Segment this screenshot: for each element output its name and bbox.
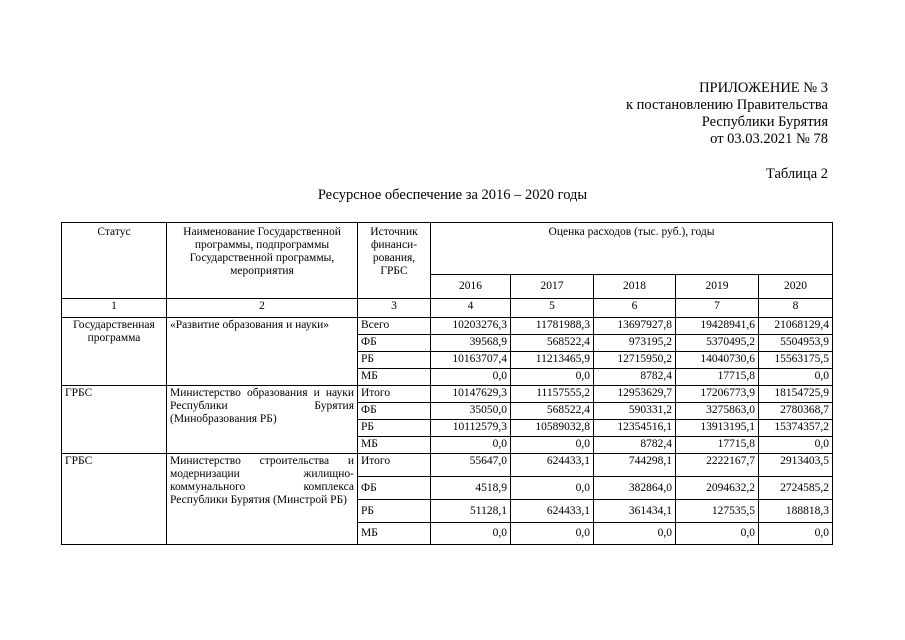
value-cell: 8782,4 <box>594 437 676 454</box>
value-cell: 0,0 <box>511 523 594 545</box>
value-cell: 14040730,6 <box>676 352 759 369</box>
year-header: 2019 <box>676 275 759 299</box>
value-cell: 188818,3 <box>759 500 833 523</box>
header-row <box>62 223 833 275</box>
table-label: Таблица 2 <box>765 166 828 182</box>
document-title: Ресурсное обеспечение за 2016 – 2020 годы <box>317 187 588 203</box>
value-cell: 127535,5 <box>676 500 759 523</box>
status-cell: Государственная программа <box>62 318 167 386</box>
value-cell: 11781988,3 <box>511 318 594 335</box>
value-cell: 590331,2 <box>594 403 676 420</box>
value-cell: 568522,4 <box>511 403 594 420</box>
column-number: 3 <box>358 299 431 318</box>
value-cell: 8782,4 <box>594 369 676 386</box>
value-cell: 0,0 <box>759 523 833 545</box>
value-cell: 55647,0 <box>431 454 511 477</box>
program-name-cell: Министерство строительства и модернизации жилищно-коммунального комплекса Республики Бурятия (Минстрой РБ) <box>167 454 358 545</box>
value-cell: 0,0 <box>511 369 594 386</box>
source-cell: ФБ <box>358 477 431 500</box>
value-cell: 2222167,7 <box>676 454 759 477</box>
status-cell: ГРБС <box>62 454 167 545</box>
value-cell: 624433,1 <box>511 454 594 477</box>
source-cell: МБ <box>358 437 431 454</box>
table-row <box>62 318 833 335</box>
column-number: 4 <box>431 299 511 318</box>
source-cell: ФБ <box>358 403 431 420</box>
value-cell: 2724585,2 <box>759 477 833 500</box>
value-cell: 12715950,2 <box>594 352 676 369</box>
col-name-header: Наименование Государственной программы, подпрограммы Государственной программы, мероприятия <box>167 223 358 299</box>
table-row <box>62 454 833 477</box>
value-cell: 35050,0 <box>431 403 511 420</box>
column-number: 6 <box>594 299 676 318</box>
value-cell: 5504953,9 <box>759 335 833 352</box>
value-cell: 15563175,5 <box>759 352 833 369</box>
value-cell: 0,0 <box>594 523 676 545</box>
value-cell: 39568,9 <box>431 335 511 352</box>
value-cell: 13697927,8 <box>594 318 676 335</box>
value-cell: 13913195,1 <box>676 420 759 437</box>
col-status-header: Статус <box>62 223 167 299</box>
value-cell: 744298,1 <box>594 454 676 477</box>
value-cell: 17206773,9 <box>676 386 759 403</box>
value-cell: 51128,1 <box>431 500 511 523</box>
value-cell: 0,0 <box>431 437 511 454</box>
value-cell: 4518,9 <box>431 477 511 500</box>
column-number: 5 <box>511 299 594 318</box>
value-cell: 2094632,2 <box>676 477 759 500</box>
source-cell: МБ <box>358 523 431 545</box>
resource-table <box>61 222 833 545</box>
value-cell: 0,0 <box>511 477 594 500</box>
value-cell: 19428941,6 <box>676 318 759 335</box>
value-cell: 0,0 <box>759 369 833 386</box>
value-cell: 17715,8 <box>676 369 759 386</box>
value-cell: 0,0 <box>431 523 511 545</box>
value-cell: 3275863,0 <box>676 403 759 420</box>
value-cell: 0,0 <box>676 523 759 545</box>
source-cell: Итого <box>358 454 431 477</box>
appendix-number: ПРИЛОЖЕНИЕ № 3 <box>699 80 828 96</box>
column-number: 1 <box>62 299 167 318</box>
value-cell: 0,0 <box>431 369 511 386</box>
source-cell: Всего <box>358 318 431 335</box>
col-estimate-header: Оценка расходов (тыс. руб.), годы <box>431 223 833 275</box>
value-cell: 382864,0 <box>594 477 676 500</box>
status-cell: ГРБС <box>62 386 167 454</box>
value-cell: 2780368,7 <box>759 403 833 420</box>
source-cell: РБ <box>358 500 431 523</box>
program-name-cell: «Развитие образования и науки» <box>167 318 358 386</box>
appendix-republic: Республики Бурятия <box>701 114 828 130</box>
value-cell: 568522,4 <box>511 335 594 352</box>
value-cell: 973195,2 <box>594 335 676 352</box>
value-cell: 0,0 <box>511 437 594 454</box>
value-cell: 10112579,3 <box>431 420 511 437</box>
value-cell: 10203276,3 <box>431 318 511 335</box>
value-cell: 17715,8 <box>676 437 759 454</box>
value-cell: 5370495,2 <box>676 335 759 352</box>
value-cell: 15374357,2 <box>759 420 833 437</box>
table-row <box>62 386 833 403</box>
value-cell: 18154725,9 <box>759 386 833 403</box>
column-number: 8 <box>759 299 833 318</box>
value-cell: 10163707,4 <box>431 352 511 369</box>
value-cell: 624433,1 <box>511 500 594 523</box>
value-cell: 11157555,2 <box>511 386 594 403</box>
appendix-date: от 03.03.2021 № 78 <box>710 131 828 147</box>
value-cell: 0,0 <box>759 437 833 454</box>
program-name-cell: Министерство образования и науки Республики Бурятия (Минобразования РБ) <box>167 386 358 454</box>
source-cell: РБ <box>358 352 431 369</box>
column-number-row <box>62 299 833 318</box>
year-header: 2016 <box>431 275 511 299</box>
source-cell: МБ <box>358 369 431 386</box>
value-cell: 361434,1 <box>594 500 676 523</box>
appendix-ref: к постановлению Правительства <box>626 97 828 113</box>
year-header: 2020 <box>759 275 833 299</box>
value-cell: 10589032,8 <box>511 420 594 437</box>
value-cell: 10147629,3 <box>431 386 511 403</box>
source-cell: РБ <box>358 420 431 437</box>
column-number: 7 <box>676 299 759 318</box>
year-header: 2017 <box>511 275 594 299</box>
value-cell: 21068129,4 <box>759 318 833 335</box>
source-cell: Итого <box>358 386 431 403</box>
value-cell: 12953629,7 <box>594 386 676 403</box>
appendix-header <box>626 80 828 148</box>
source-cell: ФБ <box>358 335 431 352</box>
value-cell: 11213465,9 <box>511 352 594 369</box>
col-source-header: Источник финанси-рования, ГРБС <box>358 223 431 299</box>
year-header: 2018 <box>594 275 676 299</box>
column-number: 2 <box>167 299 358 318</box>
value-cell: 12354516,1 <box>594 420 676 437</box>
value-cell: 2913403,5 <box>759 454 833 477</box>
